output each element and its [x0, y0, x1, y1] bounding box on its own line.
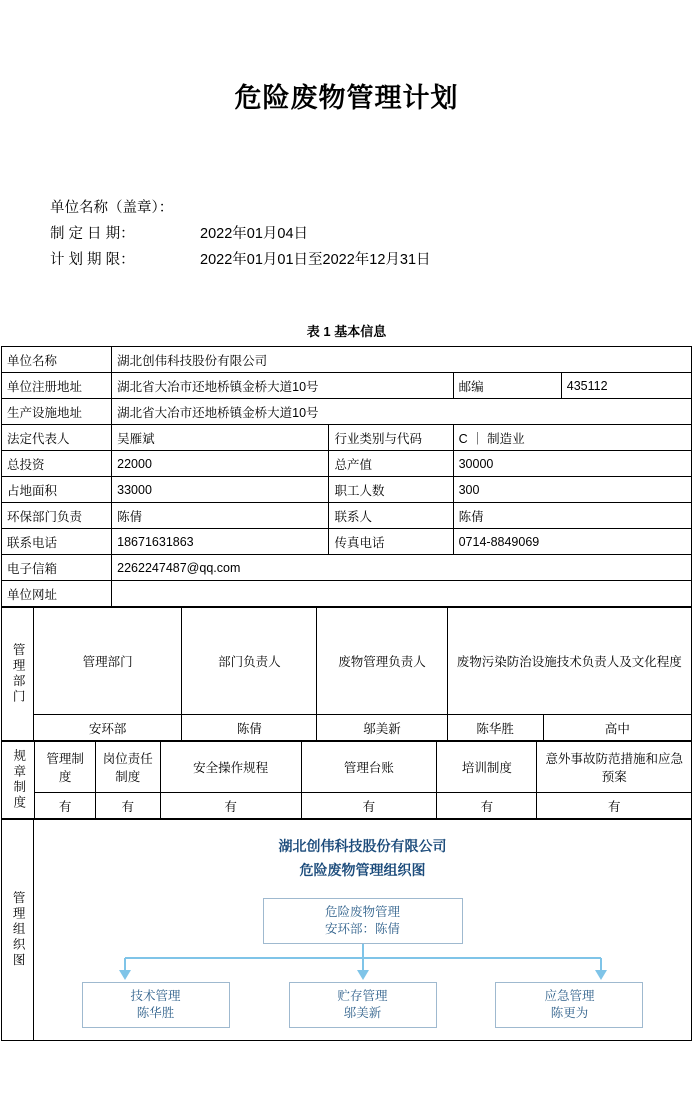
org-chart-title	[40, 834, 685, 882]
cell-label-email: 电子信箱	[2, 555, 112, 581]
cell-value-email: 2262247487@qq.com	[112, 555, 692, 581]
value-department-head: 陈倩	[182, 715, 317, 741]
section-label-org-chart: 管理组织图	[2, 820, 34, 1041]
cell-label-legal-rep: 法定代表人	[2, 425, 112, 451]
cell-value-env-officer: 陈倩	[112, 503, 329, 529]
org-node-emergency-line2: 陈更为	[550, 1006, 589, 1020]
cell-value-reg-address: 湖北省大冶市还地桥镇金桥大道10号	[112, 373, 453, 399]
cell-label-unit-name: 单位名称	[2, 347, 112, 373]
cell-label-fax: 传真电话	[329, 529, 453, 555]
org-node-tech-line1: 技术管理	[130, 989, 181, 1003]
cell-label-total-output: 总产值	[329, 451, 453, 477]
cell-value-phone: 18671631863	[112, 529, 329, 555]
meta-row-period	[50, 247, 693, 273]
cell-value-employees: 300	[453, 477, 691, 503]
org-chart-cell	[34, 820, 692, 1041]
table-row	[2, 451, 692, 477]
value-management-ledger: 有	[301, 793, 437, 819]
cell-label-employees: 职工人数	[329, 477, 453, 503]
table-row	[2, 425, 692, 451]
cell-value-industry: C ｜ 制造业	[453, 425, 691, 451]
table-row	[2, 399, 692, 425]
cell-label-total-investment: 总投资	[2, 451, 112, 477]
org-chart-connectors	[40, 944, 685, 982]
value-post-responsibility: 有	[95, 793, 160, 819]
table-row	[2, 373, 692, 399]
cell-value-fax: 0714-8849069	[453, 529, 691, 555]
cell-value-contact: 陈倩	[453, 503, 691, 529]
cell-value-website	[112, 581, 692, 607]
meta-row-date	[50, 221, 693, 247]
value-emergency-plan: 有	[537, 793, 692, 819]
cell-value-facility-address: 湖北省大冶市还地桥镇金桥大道10号	[112, 399, 692, 425]
cell-value-area: 33000	[112, 477, 329, 503]
header-waste-manager: 废物管理负责人	[317, 608, 447, 715]
value-management-system: 有	[35, 793, 96, 819]
cell-label-website: 单位网址	[2, 581, 112, 607]
cell-value-legal-rep: 吴雁斌	[112, 425, 329, 451]
connector-arrows-icon	[63, 944, 663, 982]
header-management-ledger: 管理台账	[301, 742, 437, 793]
value-safety-procedure: 有	[160, 793, 301, 819]
org-node-root-line1: 危险废物管理	[325, 905, 401, 919]
org-chart-table	[1, 819, 692, 1041]
cell-value-unit-name: 湖北创伟科技股份有限公司	[112, 347, 692, 373]
basic-info-table	[1, 346, 692, 607]
value-tech-responsible-name: 陈华胜	[447, 715, 543, 741]
value-training-system: 有	[437, 793, 537, 819]
section-label-rules: 规章制度	[2, 742, 35, 819]
org-node-emergency-line1: 应急管理	[544, 989, 595, 1003]
table-row	[2, 793, 692, 819]
cell-label-reg-address: 单位注册地址	[2, 373, 112, 399]
value-department: 安环部	[34, 715, 182, 741]
org-chart	[34, 820, 691, 1040]
table-row	[2, 715, 692, 741]
header-department: 管理部门	[34, 608, 182, 715]
value-tech-responsible-education: 高中	[543, 715, 691, 741]
meta-label-date: 制 定 日 期：	[50, 226, 135, 242]
table-row	[2, 820, 692, 1041]
table-row	[2, 477, 692, 503]
org-node-tech	[82, 982, 230, 1028]
cell-value-total-investment: 22000	[112, 451, 329, 477]
org-chart-bottom-row	[40, 982, 685, 1028]
org-chart-top-row	[40, 898, 685, 944]
department-table	[1, 607, 692, 741]
page-title: 危险废物管理计划	[234, 83, 459, 113]
meta-label-period: 计 划 期 限：	[50, 252, 135, 268]
header-safety-procedure: 安全操作规程	[160, 742, 301, 793]
table-row	[2, 503, 692, 529]
document-meta	[0, 195, 693, 273]
cell-label-facility-address: 生产设施地址	[2, 399, 112, 425]
meta-value-date: 2022年01月04日	[200, 226, 309, 242]
org-node-emergency	[495, 982, 643, 1028]
org-node-storage-line1: 贮存管理	[337, 989, 388, 1003]
header-training-system: 培训制度	[437, 742, 537, 793]
org-node-tech-line2: 陈华胜	[136, 1006, 175, 1020]
org-node-storage-line2: 邬美新	[343, 1006, 382, 1020]
cell-label-phone: 联系电话	[2, 529, 112, 555]
cell-value-postcode: 435112	[561, 373, 691, 399]
cell-label-postcode: 邮编	[453, 373, 561, 399]
table-row	[2, 608, 692, 715]
org-node-root-line2: 安环部：陈倩	[325, 922, 401, 936]
cell-label-env-officer: 环保部门负责	[2, 503, 112, 529]
cell-label-industry: 行业类别与代码	[329, 425, 453, 451]
header-post-responsibility: 岗位责任制度	[95, 742, 160, 793]
value-waste-manager: 邬美新	[317, 715, 447, 741]
meta-row-unit-name	[50, 195, 693, 221]
header-emergency-plan: 意外事故防范措施和应急预案	[537, 742, 692, 793]
org-node-storage	[289, 982, 437, 1028]
section-label-department: 管理部门	[2, 608, 34, 741]
org-node-root	[263, 898, 463, 944]
table-row	[2, 555, 692, 581]
cell-value-total-output: 30000	[453, 451, 691, 477]
table-caption: 表 1 基本信息	[306, 324, 387, 339]
meta-value-period: 2022年01月01日至2022年12月31日	[200, 252, 431, 268]
rules-table	[1, 741, 692, 819]
table-row	[2, 581, 692, 607]
cell-label-area: 占地面积	[2, 477, 112, 503]
header-management-system: 管理制度	[35, 742, 96, 793]
meta-label-unit-name: 单位名称（盖章）：	[50, 200, 174, 216]
cell-label-contact: 联系人	[329, 503, 453, 529]
org-chart-title-line1: 湖北创伟科技股份有限公司	[278, 838, 447, 854]
header-tech-responsible: 废物污染防治设施技术负责人及文化程度	[447, 608, 691, 715]
header-department-head: 部门负责人	[182, 608, 317, 715]
org-chart-title-line2: 危险废物管理组织图	[299, 862, 426, 878]
table-row	[2, 529, 692, 555]
table-row	[2, 347, 692, 373]
table-row	[2, 742, 692, 793]
